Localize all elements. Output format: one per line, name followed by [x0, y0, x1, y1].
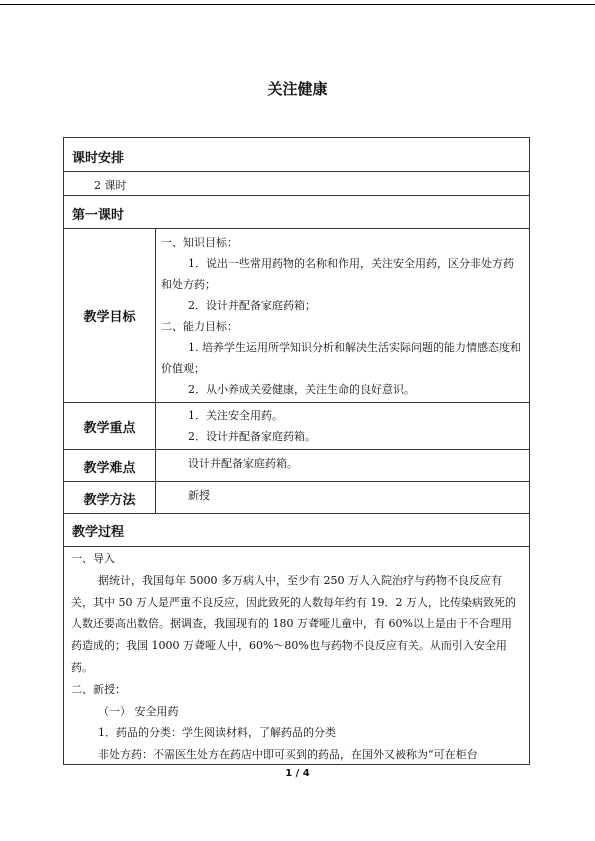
schedule-heading: 课时安排	[72, 151, 125, 166]
method-label: 教学方法	[83, 493, 136, 508]
row-divider	[64, 481, 529, 482]
goals-line: 1. 培养学生运用所学知识分析和解决生活实际问题的能力情感态度和价值观；	[161, 341, 521, 375]
goals-line: 2．设计并配备家庭药箱；	[188, 299, 316, 312]
goals-line: 1．说出一些常用药物的名称和作用，关注安全用药，区分非处方药和处方药；	[161, 257, 514, 291]
process-paragraph: 据统计，我国每年 5000 多万病人中，至少有 250 万人入院治疗与药物不良反应有关，其中 50 万人是严重不良反应，因此致死的人数每年约有 19．2 万人，比传染病致死的人数还要高出数倍。据调查，我国现有的 180 万聋哑儿童中，有 60%以上是由于不合理用药造成的；我国 1000 万聋哑人中，60%～80%也与药物不良反应有关。从而引入安全用药。	[71, 573, 516, 674]
column-divider	[155, 228, 156, 513]
process-paragraph: 一、导入	[71, 552, 115, 565]
key-point-line: 2．设计并配备家庭药箱。	[188, 430, 316, 443]
page-number: 1 / 4	[285, 768, 310, 779]
row-divider	[64, 402, 529, 403]
goals-content	[161, 232, 521, 400]
schedule-value: 2 课时	[94, 179, 127, 192]
lesson1-heading: 第一课时	[72, 208, 125, 223]
row-divider	[64, 195, 529, 196]
row-divider	[64, 546, 529, 547]
key-points-label: 教学重点	[83, 421, 136, 436]
goals-line: 2．从小养成关爱健康，关注生命的良好意识。	[188, 383, 415, 396]
row-divider	[64, 171, 529, 172]
key-points-content	[161, 405, 521, 447]
process-paragraph: （一） 安全用药	[98, 704, 179, 718]
row-divider	[64, 513, 529, 514]
difficulty-label: 教学难点	[83, 461, 136, 476]
process-paragraph: 非处方药：不需医生处方在药店中即可买到的药品，在国外又被称为“可在柜台	[98, 748, 478, 762]
row-divider	[64, 228, 529, 229]
process-paragraph: 1．药品的分类：学生阅读材料，了解药品的分类	[98, 726, 336, 740]
document-title: 关注健康	[267, 80, 328, 98]
key-point-line: 1．关注安全用药。	[188, 409, 283, 422]
process-heading: 教学过程	[72, 525, 125, 540]
row-divider	[64, 449, 529, 450]
goals-line: 一、知识目标：	[161, 236, 238, 249]
lesson-plan-table	[63, 137, 530, 765]
top-rule	[0, 4, 595, 5]
difficulty-value: 设计并配备家庭药箱。	[188, 457, 298, 470]
method-value: 新授	[188, 489, 210, 502]
goals-label: 教学目标	[83, 310, 136, 325]
goals-line: 二、能力目标：	[161, 320, 238, 333]
process-paragraph: 二、新授：	[71, 682, 126, 696]
process-content	[71, 548, 520, 766]
